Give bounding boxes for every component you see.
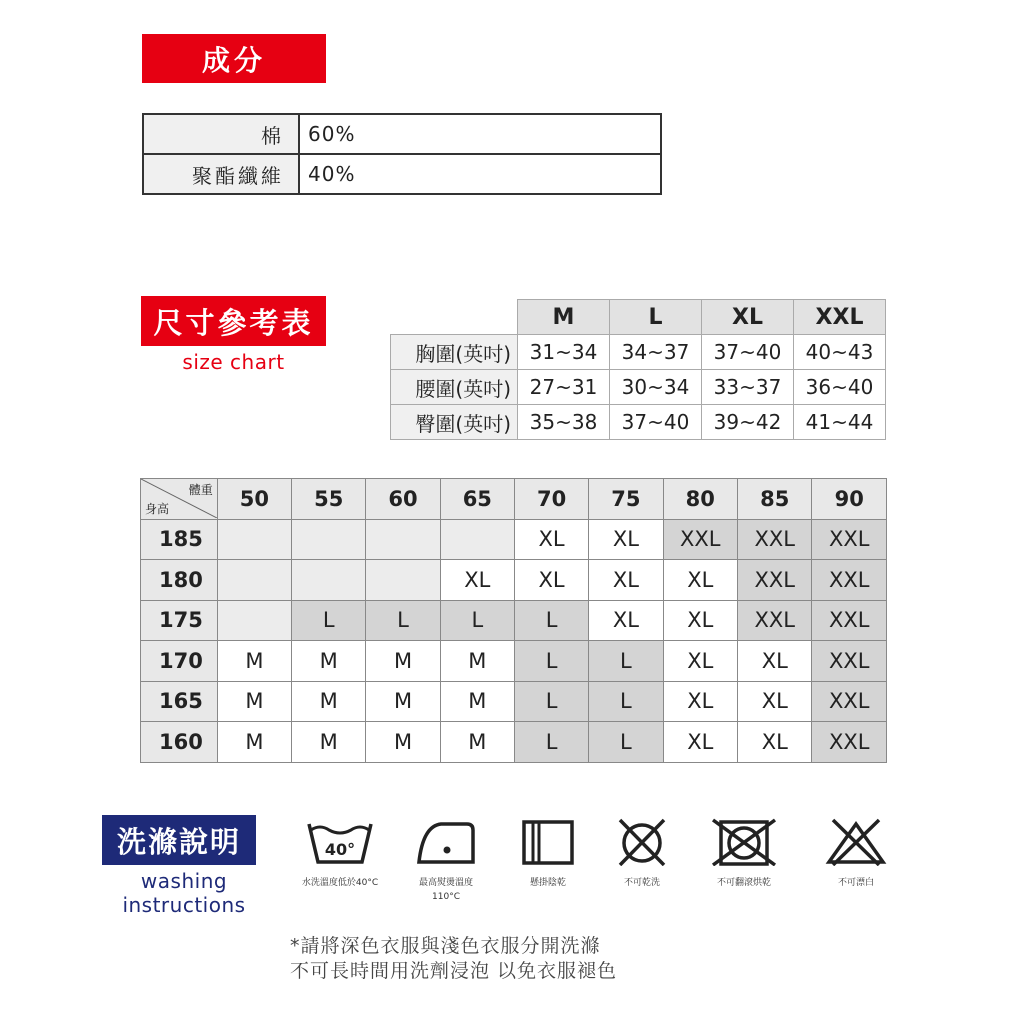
- fit-corner-cell: [141, 479, 218, 520]
- size-cell: [292, 519, 366, 560]
- size-cell: XXL: [738, 600, 812, 641]
- size-cell: L: [589, 681, 663, 722]
- size-cell: XL: [663, 641, 737, 682]
- measure-value: 40~43: [794, 335, 886, 370]
- table-row: [141, 681, 887, 722]
- size-cell: XL: [663, 722, 737, 763]
- washing-subtitle-line: instructions: [122, 893, 246, 917]
- measure-value: 31~34: [518, 335, 610, 370]
- washing-title-text: 洗滌說明: [116, 824, 241, 859]
- size-cell: XL: [738, 722, 812, 763]
- height-label: 165: [141, 681, 218, 722]
- size-cell: M: [440, 722, 514, 763]
- hang-dry-icon: [513, 818, 583, 866]
- measure-label: 腰圍(英吋): [391, 370, 518, 405]
- size-cell: XXL: [812, 681, 887, 722]
- table-row: [143, 114, 661, 154]
- table-row: [141, 641, 887, 682]
- height-label: 180: [141, 560, 218, 601]
- size-header: L: [610, 300, 702, 335]
- size-cell: XXL: [812, 560, 887, 601]
- size-cell: XL: [738, 681, 812, 722]
- composition-table: [142, 113, 662, 195]
- measure-value: 41~44: [794, 405, 886, 440]
- size-cell: XXL: [738, 519, 812, 560]
- care-label: [396, 876, 496, 904]
- size-cell: [366, 519, 440, 560]
- washing-note: [290, 934, 617, 984]
- table-header-row: [391, 300, 886, 335]
- size-cell: L: [514, 681, 588, 722]
- weight-axis-label: 體重: [188, 483, 213, 497]
- table-row: [143, 154, 661, 194]
- size-chart-subtitle: size chart: [182, 350, 285, 374]
- washing-note-line: *請將深色衣服與淺色衣服分開洗滌: [290, 935, 601, 957]
- weight-header: 60: [366, 479, 440, 520]
- measure-value: 33~37: [702, 370, 794, 405]
- washing-note-line: 不可長時間用洗劑浸泡 以免衣服褪色: [290, 960, 618, 982]
- size-cell: [217, 560, 291, 601]
- measure-value: 30~34: [610, 370, 702, 405]
- size-cell: XL: [663, 681, 737, 722]
- material-percent: 40%: [299, 154, 661, 194]
- measure-value: 34~37: [610, 335, 702, 370]
- size-cell: XXL: [812, 722, 887, 763]
- size-chart-title-text: 尺寸參考表: [153, 305, 314, 340]
- height-label: 175: [141, 600, 218, 641]
- table-row: [141, 722, 887, 763]
- size-cell: L: [292, 600, 366, 641]
- size-cell: L: [514, 600, 588, 641]
- size-cell: M: [366, 641, 440, 682]
- size-cell: M: [217, 681, 291, 722]
- size-cell: XL: [440, 560, 514, 601]
- care-item: [498, 818, 598, 890]
- height-label: 185: [141, 519, 218, 560]
- wash-temp-text: 40°: [324, 840, 356, 859]
- care-label-line: 110°C: [432, 892, 460, 902]
- measure-value: 39~42: [702, 405, 794, 440]
- weight-header: 70: [514, 479, 588, 520]
- size-cell: [217, 519, 291, 560]
- size-cell: L: [589, 722, 663, 763]
- size-cell: M: [292, 681, 366, 722]
- care-item: [694, 818, 794, 890]
- size-cell: XL: [589, 560, 663, 601]
- size-cell: XL: [589, 600, 663, 641]
- iron-icon: [411, 818, 481, 866]
- material-name: 聚酯纖維: [143, 154, 299, 194]
- size-cell: XXL: [663, 519, 737, 560]
- size-cell: M: [440, 681, 514, 722]
- height-axis-label: 身高: [145, 501, 170, 516]
- no-dry-clean-icon: [607, 818, 677, 866]
- weight-header: 65: [440, 479, 514, 520]
- washing-title: [102, 815, 256, 865]
- size-cell: XL: [663, 560, 737, 601]
- size-header: XL: [702, 300, 794, 335]
- size-cell: XL: [514, 560, 588, 601]
- composition-title-text: 成分: [201, 43, 266, 77]
- size-cell: M: [366, 681, 440, 722]
- size-cell: L: [514, 641, 588, 682]
- measure-value: 37~40: [610, 405, 702, 440]
- fit-chart-table: [140, 478, 887, 763]
- size-cell: XL: [663, 600, 737, 641]
- size-cell: XXL: [812, 519, 887, 560]
- size-cell: [440, 519, 514, 560]
- care-label: 水洗溫度低於40°C: [301, 878, 379, 888]
- size-cell: [217, 600, 291, 641]
- size-cell: L: [589, 641, 663, 682]
- no-tumble-dry-icon: [709, 818, 779, 866]
- measure-label: 臀圍(英吋): [391, 405, 518, 440]
- size-cell: M: [292, 722, 366, 763]
- care-label: 不可漂白: [837, 878, 874, 888]
- measure-label: 胸圍(英吋): [391, 335, 518, 370]
- height-label: 160: [141, 722, 218, 763]
- care-item: [806, 818, 906, 890]
- table-row: [391, 335, 886, 370]
- no-bleach-icon: [821, 818, 891, 866]
- size-cell: XL: [514, 519, 588, 560]
- size-cell: XXL: [738, 560, 812, 601]
- care-label: 懸掛陰乾: [529, 878, 566, 888]
- material-percent: 60%: [299, 114, 661, 154]
- table-row: [141, 519, 887, 560]
- weight-header: 55: [292, 479, 366, 520]
- washing-subtitle: [102, 869, 266, 917]
- size-chart-title: [141, 296, 326, 346]
- height-label: 170: [141, 641, 218, 682]
- wash-40-icon: [305, 818, 375, 866]
- size-cell: XXL: [812, 641, 887, 682]
- size-cell: [292, 560, 366, 601]
- measure-value: 35~38: [518, 405, 610, 440]
- care-label: 不可乾洗: [623, 878, 660, 888]
- size-cell: M: [440, 641, 514, 682]
- care-label: 不可翻滾烘乾: [716, 878, 771, 888]
- table-row: [141, 560, 887, 601]
- washing-subtitle-line: washing: [140, 869, 228, 893]
- care-item: [396, 818, 496, 904]
- size-cell: XXL: [812, 600, 887, 641]
- size-cell: [366, 560, 440, 601]
- weight-header: 90: [812, 479, 887, 520]
- size-cell: L: [440, 600, 514, 641]
- table-corner: [391, 300, 518, 335]
- size-cell: M: [366, 722, 440, 763]
- composition-title: [142, 34, 326, 83]
- table-row: [141, 600, 887, 641]
- size-cell: M: [217, 722, 291, 763]
- weight-header: 85: [738, 479, 812, 520]
- size-cell: L: [514, 722, 588, 763]
- weight-header: 80: [663, 479, 737, 520]
- table-row: [391, 370, 886, 405]
- size-header: M: [518, 300, 610, 335]
- material-name: 棉: [143, 114, 299, 154]
- size-header: XXL: [794, 300, 886, 335]
- measure-value: 36~40: [794, 370, 886, 405]
- care-label-line: 最高熨燙溫度: [418, 878, 473, 888]
- weight-header: 75: [589, 479, 663, 520]
- size-cell: L: [366, 600, 440, 641]
- size-cell: M: [217, 641, 291, 682]
- care-item: [290, 818, 390, 890]
- table-header-row: [141, 479, 887, 520]
- table-row: [391, 405, 886, 440]
- measure-value: 27~31: [518, 370, 610, 405]
- size-chart-table: [390, 299, 886, 440]
- measure-value: 37~40: [702, 335, 794, 370]
- size-cell: M: [292, 641, 366, 682]
- weight-header: 50: [217, 479, 291, 520]
- care-item: [592, 818, 692, 890]
- size-cell: XL: [738, 641, 812, 682]
- size-cell: XL: [589, 519, 663, 560]
